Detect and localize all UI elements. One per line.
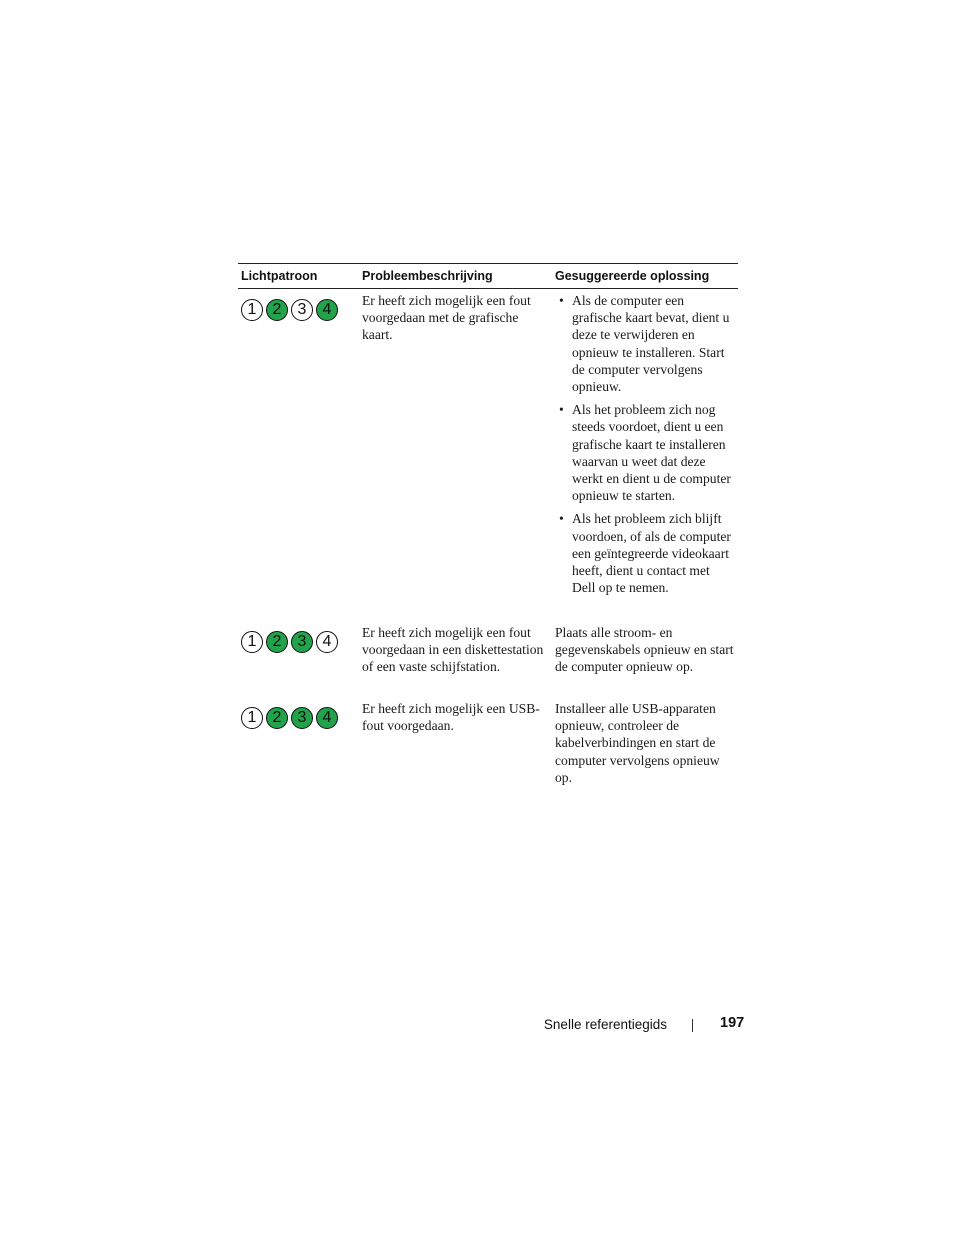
diagnostic-light-1: 1 [241, 707, 263, 729]
solution-bullet: • Als het probleem zich blijft voordoen, of als de computer een geïntegreerde videokaart heeft, dient u contact met Dell op te nemen. [555, 510, 736, 596]
diagnostic-light-2: 2 [266, 299, 288, 321]
diagnostic-light-2: 2 [266, 631, 288, 653]
page-footer [0, 1015, 954, 1035]
column-header-solution: Gesuggereerde oplossing [555, 269, 710, 283]
diagnostic-light-3: 3 [291, 299, 313, 321]
diagnostic-light-4: 4 [316, 631, 338, 653]
column-header-light-pattern: Lichtpatroon [241, 269, 318, 283]
table-row [238, 289, 738, 619]
light-pattern-cell [238, 621, 362, 695]
diagnostic-light-1: 1 [241, 631, 263, 653]
solution-bullet: • Als de computer een grafische kaart bevat, dient u deze te verwijderen en opnieuw te installeren. Start de computer vervolgens opnieuw. [555, 292, 736, 395]
diagnostic-lights [241, 707, 362, 729]
diagnostic-light-2: 2 [266, 707, 288, 729]
suggested-solution: Plaats alle stroom- en gegevenskabels opnieuw en start de computer opnieuw op. [555, 625, 734, 675]
diagnostic-light-3: 3 [291, 631, 313, 653]
solution-bullet: • Als het probleem zich nog steeds voordoet, dient u een grafische kaart te installeren waarvan u weet dat deze werkt en dient u de computer opnieuw te starten. [555, 401, 736, 504]
diagnostic-light-3: 3 [291, 707, 313, 729]
footer-separator [692, 1019, 693, 1032]
diagnostic-light-1: 1 [241, 299, 263, 321]
light-pattern-cell [238, 697, 362, 786]
problem-description: Er heeft zich mogelijk een fout voorgedaan met de grafische kaart. [362, 293, 531, 343]
problem-description: Er heeft zich mogelijk een USB-fout voorgedaan. [362, 701, 540, 734]
footer-title: Snelle referentiegids [543, 1017, 667, 1032]
suggested-solution [552, 289, 738, 619]
solution-list [555, 292, 736, 596]
column-header-problem: Probleembeschrijving [362, 269, 493, 283]
diagnostic-light-4: 4 [316, 707, 338, 729]
light-pattern-table [238, 263, 738, 786]
light-pattern-cell [238, 289, 362, 619]
diagnostic-lights [241, 631, 362, 653]
page-number: 197 [720, 1015, 745, 1031]
diagnostic-lights [241, 299, 362, 321]
diagnostic-light-4: 4 [316, 299, 338, 321]
table-header-row [238, 264, 738, 288]
problem-description: Er heeft zich mogelijk een fout voorgedaan in een diskettestation of een vaste schijfstation. [362, 625, 544, 675]
table-row [238, 697, 738, 786]
suggested-solution: Installeer alle USB-apparaten opnieuw, controleer de kabelverbindingen en start de computer vervolgens opnieuw op. [555, 701, 720, 785]
table-row [238, 621, 738, 695]
